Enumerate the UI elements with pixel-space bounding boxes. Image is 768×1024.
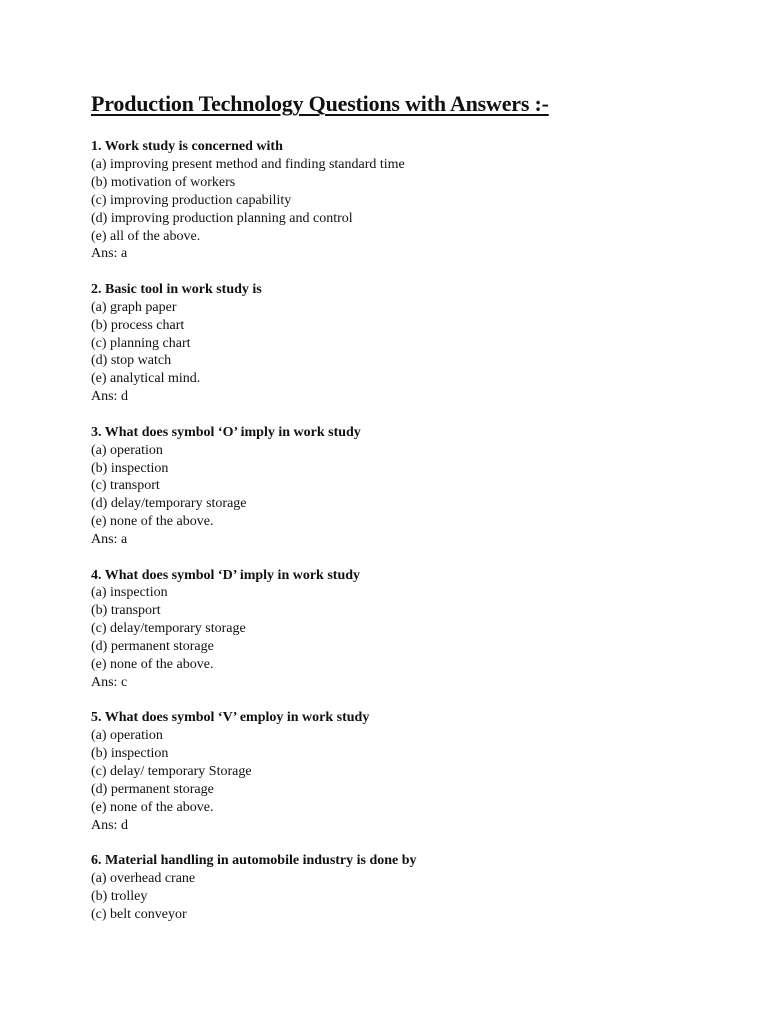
option-d: (d) stop watch	[91, 353, 172, 369]
option-e: (e) analytical mind.	[91, 371, 201, 387]
option-e: (e) none of the above.	[91, 799, 214, 815]
option-a: (a) operation	[91, 442, 163, 458]
option-a: (a) overhead crane	[91, 871, 196, 887]
option-a: (a) graph paper	[91, 299, 177, 315]
option-b: (b) motivation of workers	[91, 174, 236, 190]
question-text: 2. Basic tool in work study is	[91, 281, 262, 297]
option-e: (e) none of the above.	[91, 657, 214, 673]
question-list	[91, 138, 731, 941]
option-b: (b) process chart	[91, 317, 185, 333]
answer-text: Ans: d	[91, 817, 128, 833]
option-d: (d) improving production planning and control	[91, 210, 353, 226]
question-item	[91, 567, 731, 692]
question-text: 5. What does symbol ‘V’ employ in work study	[91, 710, 370, 726]
question-item	[91, 852, 731, 924]
answer-text: Ans: a	[91, 532, 128, 548]
question-item	[91, 709, 731, 834]
option-a: (a) inspection	[91, 585, 168, 601]
option-c: (c) transport	[91, 478, 160, 494]
option-e: (e) all of the above.	[91, 228, 201, 244]
option-d: (d) permanent storage	[91, 639, 214, 655]
question-item	[91, 424, 731, 549]
question-item	[91, 138, 731, 263]
option-c: (c) belt conveyor	[91, 906, 187, 922]
answer-text: Ans: c	[91, 674, 128, 690]
option-d: (d) permanent storage	[91, 782, 214, 797]
question-text: 6. Material handling in automobile industry is done by	[91, 853, 417, 869]
option-a: (a) improving present method and finding standard time	[91, 156, 405, 172]
answer-text: Ans: d	[91, 389, 128, 405]
answer-text: Ans: a	[91, 246, 128, 262]
option-c: (c) improving production capability	[91, 192, 292, 208]
option-c: (c) delay/ temporary Storage	[91, 764, 252, 780]
option-b: (b) inspection	[91, 460, 169, 476]
option-c: (c) delay/temporary storage	[91, 621, 246, 637]
option-d: (d) delay/temporary storage	[91, 496, 247, 512]
option-c: (c) planning chart	[91, 335, 191, 351]
option-b: (b) trolley	[91, 889, 148, 905]
option-e: (e) none of the above.	[91, 514, 214, 530]
option-b: (b) transport	[91, 603, 161, 619]
question-text: 4. What does symbol ‘D’ imply in work study	[91, 567, 361, 583]
question-text: 1. Work study is concerned with	[91, 139, 283, 154]
question-text: 3. What does symbol ‘O’ imply in work study	[91, 424, 361, 440]
page-title: Production Technology Questions with Answers :-	[91, 91, 549, 116]
question-item	[91, 281, 731, 406]
option-b: (b) inspection	[91, 746, 169, 762]
option-a: (a) operation	[91, 728, 163, 744]
